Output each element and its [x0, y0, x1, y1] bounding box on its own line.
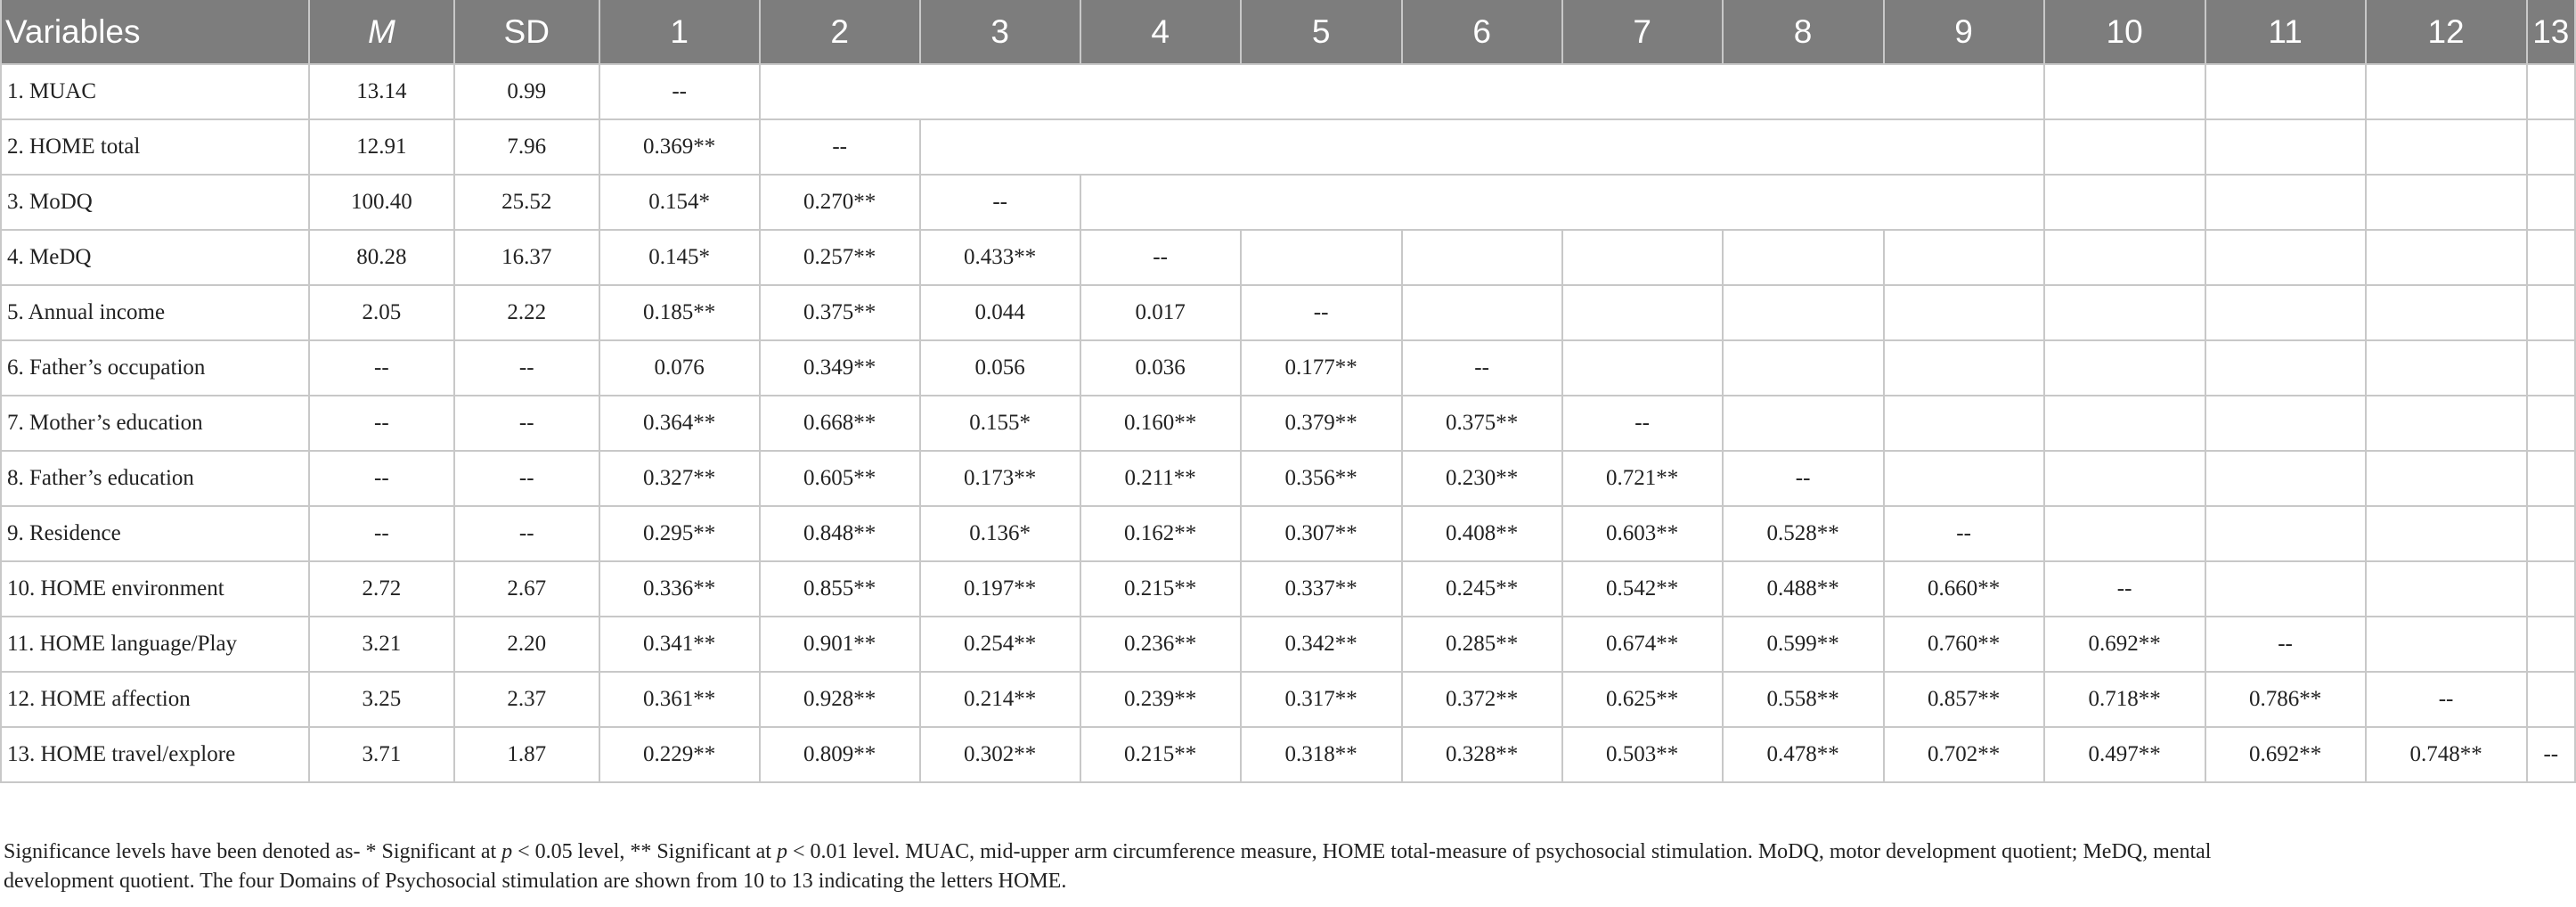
table-header-row — [1, 0, 2575, 64]
correlation-cell: 0.327** — [599, 451, 760, 506]
empty-cell — [2205, 285, 2366, 340]
correlation-cell: 0.215** — [1080, 727, 1241, 782]
empty-cell — [2366, 561, 2527, 617]
empty-cell — [2205, 506, 2366, 561]
empty-cell — [2044, 506, 2205, 561]
correlation-cell: -- — [760, 119, 920, 175]
correlation-cell: -- — [2044, 561, 2205, 617]
correlation-cell: 0.229** — [599, 727, 760, 782]
correlation-cell: 0.177** — [1241, 340, 1402, 396]
table-row — [1, 64, 2575, 119]
empty-cell — [2527, 119, 2575, 175]
correlation-cell: 0.433** — [920, 230, 1080, 285]
row-variable-label: 8. Father’s education — [1, 451, 309, 506]
header-col-9: 9 — [1884, 0, 2044, 64]
correlation-cell: 0.372** — [1402, 672, 1562, 727]
empty-cell — [2044, 119, 2205, 175]
row-mean: 80.28 — [309, 230, 454, 285]
empty-cell — [1723, 285, 1884, 340]
correlation-cell: 0.318** — [1241, 727, 1402, 782]
row-sd: 2.20 — [454, 617, 599, 672]
row-mean: -- — [309, 396, 454, 451]
empty-cell — [2366, 175, 2527, 230]
correlation-cell: 0.599** — [1723, 617, 1884, 672]
header-col-11: 11 — [2205, 0, 2366, 64]
empty-cell — [2205, 561, 2366, 617]
empty-cell — [1402, 230, 1562, 285]
table-row — [1, 561, 2575, 617]
correlation-cell: 0.270** — [760, 175, 920, 230]
empty-cell — [2205, 119, 2366, 175]
empty-cell — [1884, 451, 2044, 506]
correlation-cell: -- — [920, 175, 1080, 230]
correlation-cell: 0.341** — [599, 617, 760, 672]
row-sd: -- — [454, 451, 599, 506]
empty-cell — [2205, 175, 2366, 230]
table-footnote-line-2: development quotient. The four Domains of Psychosocial stimulation are shown from 10 to 13 indicating the letters HOME. — [4, 870, 1067, 893]
row-mean: 3.21 — [309, 617, 454, 672]
correlation-cell: 0.786** — [2205, 672, 2366, 727]
row-variable-label: 6. Father’s occupation — [1, 340, 309, 396]
empty-cell — [2527, 340, 2575, 396]
correlation-cell: 0.760** — [1884, 617, 2044, 672]
correlation-cell: 0.478** — [1723, 727, 1884, 782]
correlation-cell: 0.285** — [1402, 617, 1562, 672]
footnote-text-2: < 0.05 level, ** Significant at — [512, 840, 777, 863]
correlation-cell: -- — [1241, 285, 1402, 340]
footnote-p-symbol: p — [501, 840, 513, 863]
correlation-cell: -- — [1884, 506, 2044, 561]
row-sd: 16.37 — [454, 230, 599, 285]
correlation-cell: 0.503** — [1562, 727, 1723, 782]
correlation-cell: 0.668** — [760, 396, 920, 451]
row-mean: -- — [309, 340, 454, 396]
empty-cell — [1884, 230, 2044, 285]
correlation-cell: 0.361** — [599, 672, 760, 727]
correlation-cell: 0.558** — [1723, 672, 1884, 727]
footnote-p-symbol: p — [776, 840, 787, 863]
correlation-cell: 0.748** — [2366, 727, 2527, 782]
correlation-cell: 0.211** — [1080, 451, 1241, 506]
correlation-cell: 0.197** — [920, 561, 1080, 617]
correlation-cell: 0.497** — [2044, 727, 2205, 782]
correlation-cell: 0.155* — [920, 396, 1080, 451]
table-row — [1, 230, 2575, 285]
empty-cell — [2366, 285, 2527, 340]
correlation-cell: 0.342** — [1241, 617, 1402, 672]
header-col-4: 4 — [1080, 0, 1241, 64]
correlation-cell: 0.162** — [1080, 506, 1241, 561]
correlation-cell: 0.901** — [760, 617, 920, 672]
table-row — [1, 285, 2575, 340]
empty-cell — [2527, 175, 2575, 230]
correlation-cell: 0.254** — [920, 617, 1080, 672]
correlation-cell: -- — [1562, 396, 1723, 451]
row-sd: 25.52 — [454, 175, 599, 230]
header-col-10: 10 — [2044, 0, 2205, 64]
header-col-5: 5 — [1241, 0, 1402, 64]
row-variable-label: 9. Residence — [1, 506, 309, 561]
empty-cell — [1562, 230, 1723, 285]
empty-cell — [920, 119, 2044, 175]
empty-cell — [1241, 230, 1402, 285]
row-mean: -- — [309, 506, 454, 561]
empty-cell — [2366, 506, 2527, 561]
correlation-cell: 0.408** — [1402, 506, 1562, 561]
row-variable-label: 11. HOME language/Play — [1, 617, 309, 672]
empty-cell — [2527, 506, 2575, 561]
footnote-text-3: < 0.01 level. MUAC, mid-upper arm circumference measure, HOME total-measure of psychosocial stimulation. MoDQ, motor development quotient; MeDQ, mental — [787, 840, 2212, 863]
header-col-7: 7 — [1562, 0, 1723, 64]
row-mean: -- — [309, 451, 454, 506]
table-footnote — [4, 838, 2551, 867]
empty-cell — [2527, 285, 2575, 340]
row-variable-label: 10. HOME environment — [1, 561, 309, 617]
header-col-1: 1 — [599, 0, 760, 64]
row-sd: 7.96 — [454, 119, 599, 175]
correlation-cell: 0.336** — [599, 561, 760, 617]
empty-cell — [1402, 285, 1562, 340]
empty-cell — [760, 64, 2044, 119]
empty-cell — [1723, 230, 1884, 285]
correlation-cell: 0.718** — [2044, 672, 2205, 727]
empty-cell — [2044, 396, 2205, 451]
correlation-cell: 0.185** — [599, 285, 760, 340]
empty-cell — [2527, 451, 2575, 506]
empty-cell — [1723, 396, 1884, 451]
correlation-cell: -- — [2366, 672, 2527, 727]
row-variable-label: 1. MUAC — [1, 64, 309, 119]
row-variable-label: 4. MeDQ — [1, 230, 309, 285]
empty-cell — [2366, 451, 2527, 506]
row-mean: 3.71 — [309, 727, 454, 782]
row-mean: 2.05 — [309, 285, 454, 340]
correlation-cell: 0.528** — [1723, 506, 1884, 561]
correlation-cell: 0.379** — [1241, 396, 1402, 451]
correlation-cell: 0.375** — [1402, 396, 1562, 451]
empty-cell — [1080, 175, 2044, 230]
correlation-cell: 0.317** — [1241, 672, 1402, 727]
correlation-cell: 0.809** — [760, 727, 920, 782]
row-variable-label: 13. HOME travel/explore — [1, 727, 309, 782]
row-mean: 3.25 — [309, 672, 454, 727]
row-sd: -- — [454, 396, 599, 451]
correlation-cell: 0.302** — [920, 727, 1080, 782]
header-variables: Variables — [1, 0, 309, 64]
empty-cell — [2527, 396, 2575, 451]
header-col-2: 2 — [760, 0, 920, 64]
header-col-8: 8 — [1723, 0, 1884, 64]
correlation-cell: 0.154* — [599, 175, 760, 230]
correlation-cell: 0.349** — [760, 340, 920, 396]
correlation-cell: 0.236** — [1080, 617, 1241, 672]
correlation-cell: 0.692** — [2044, 617, 2205, 672]
correlation-cell: 0.136* — [920, 506, 1080, 561]
correlation-cell: 0.356** — [1241, 451, 1402, 506]
row-variable-label: 3. MoDQ — [1, 175, 309, 230]
table-row — [1, 506, 2575, 561]
row-mean: 2.72 — [309, 561, 454, 617]
row-sd: 2.67 — [454, 561, 599, 617]
correlation-cell: 0.044 — [920, 285, 1080, 340]
correlation-cell: 0.337** — [1241, 561, 1402, 617]
correlation-cell: 0.328** — [1402, 727, 1562, 782]
empty-cell — [2527, 561, 2575, 617]
empty-cell — [2366, 64, 2527, 119]
empty-cell — [1884, 340, 2044, 396]
correlation-cell: 0.488** — [1723, 561, 1884, 617]
correlation-cell: 0.625** — [1562, 672, 1723, 727]
correlation-cell: 0.857** — [1884, 672, 2044, 727]
table-body — [1, 64, 2575, 782]
empty-cell — [2366, 119, 2527, 175]
correlation-cell: 0.257** — [760, 230, 920, 285]
correlation-cell: 0.928** — [760, 672, 920, 727]
correlation-cell: 0.056 — [920, 340, 1080, 396]
empty-cell — [2205, 230, 2366, 285]
empty-cell — [2527, 230, 2575, 285]
empty-cell — [2044, 285, 2205, 340]
correlation-cell: 0.295** — [599, 506, 760, 561]
row-mean: 13.14 — [309, 64, 454, 119]
correlation-cell: -- — [2527, 727, 2575, 782]
empty-cell — [1562, 340, 1723, 396]
footnote-text-1: Significance levels have been denoted as- * Significant at — [4, 840, 502, 863]
empty-cell — [2205, 64, 2366, 119]
correlation-cell: 0.702** — [1884, 727, 2044, 782]
correlation-cell: 0.017 — [1080, 285, 1241, 340]
empty-cell — [1884, 285, 2044, 340]
correlation-cell: 0.855** — [760, 561, 920, 617]
correlation-cell: 0.036 — [1080, 340, 1241, 396]
table-row — [1, 727, 2575, 782]
table-row — [1, 617, 2575, 672]
empty-cell — [1884, 396, 2044, 451]
correlation-cell: 0.245** — [1402, 561, 1562, 617]
row-mean: 100.40 — [309, 175, 454, 230]
correlation-cell: 0.542** — [1562, 561, 1723, 617]
empty-cell — [2366, 396, 2527, 451]
row-sd: 2.22 — [454, 285, 599, 340]
correlation-cell: 0.603** — [1562, 506, 1723, 561]
row-sd: -- — [454, 506, 599, 561]
table-row — [1, 672, 2575, 727]
empty-cell — [2205, 451, 2366, 506]
header-mean: M — [309, 0, 454, 64]
correlation-cell: 0.145* — [599, 230, 760, 285]
correlation-cell: -- — [1080, 230, 1241, 285]
correlation-cell: -- — [1723, 451, 1884, 506]
correlation-cell: 0.364** — [599, 396, 760, 451]
correlation-cell: 0.239** — [1080, 672, 1241, 727]
correlation-cell: 0.369** — [599, 119, 760, 175]
correlation-cell: 0.605** — [760, 451, 920, 506]
empty-cell — [2527, 672, 2575, 727]
empty-cell — [2527, 617, 2575, 672]
header-col-3: 3 — [920, 0, 1080, 64]
correlation-cell: 0.692** — [2205, 727, 2366, 782]
correlation-cell: 0.230** — [1402, 451, 1562, 506]
empty-cell — [2044, 230, 2205, 285]
row-variable-label: 7. Mother’s education — [1, 396, 309, 451]
row-sd: 0.99 — [454, 64, 599, 119]
row-variable-label: 5. Annual income — [1, 285, 309, 340]
empty-cell — [2044, 64, 2205, 119]
row-sd: -- — [454, 340, 599, 396]
correlation-cell: 0.307** — [1241, 506, 1402, 561]
row-sd: 1.87 — [454, 727, 599, 782]
empty-cell — [2366, 230, 2527, 285]
empty-cell — [2044, 340, 2205, 396]
row-variable-label: 12. HOME affection — [1, 672, 309, 727]
table-row — [1, 451, 2575, 506]
empty-cell — [2044, 175, 2205, 230]
correlation-cell: 0.375** — [760, 285, 920, 340]
header-col-13: 13 — [2527, 0, 2575, 64]
correlation-cell: 0.215** — [1080, 561, 1241, 617]
correlation-cell: 0.214** — [920, 672, 1080, 727]
table-row — [1, 340, 2575, 396]
correlation-cell: 0.173** — [920, 451, 1080, 506]
empty-cell — [2205, 340, 2366, 396]
header-col-12: 12 — [2366, 0, 2527, 64]
table-row — [1, 119, 2575, 175]
row-sd: 2.37 — [454, 672, 599, 727]
empty-cell — [2366, 617, 2527, 672]
correlation-cell: 0.660** — [1884, 561, 2044, 617]
header-col-6: 6 — [1402, 0, 1562, 64]
row-mean: 12.91 — [309, 119, 454, 175]
empty-cell — [2527, 64, 2575, 119]
empty-cell — [2366, 340, 2527, 396]
empty-cell — [1562, 285, 1723, 340]
table-row — [1, 396, 2575, 451]
header-sd: SD — [454, 0, 599, 64]
table-row — [1, 175, 2575, 230]
row-variable-label: 2. HOME total — [1, 119, 309, 175]
correlation-cell: 0.848** — [760, 506, 920, 561]
correlation-cell: -- — [1402, 340, 1562, 396]
correlation-cell: 0.160** — [1080, 396, 1241, 451]
correlation-cell: -- — [599, 64, 760, 119]
correlation-cell: 0.674** — [1562, 617, 1723, 672]
empty-cell — [1723, 340, 1884, 396]
correlation-cell: 0.076 — [599, 340, 760, 396]
correlation-cell: -- — [2205, 617, 2366, 672]
empty-cell — [2205, 396, 2366, 451]
correlation-cell: 0.721** — [1562, 451, 1723, 506]
empty-cell — [2044, 451, 2205, 506]
